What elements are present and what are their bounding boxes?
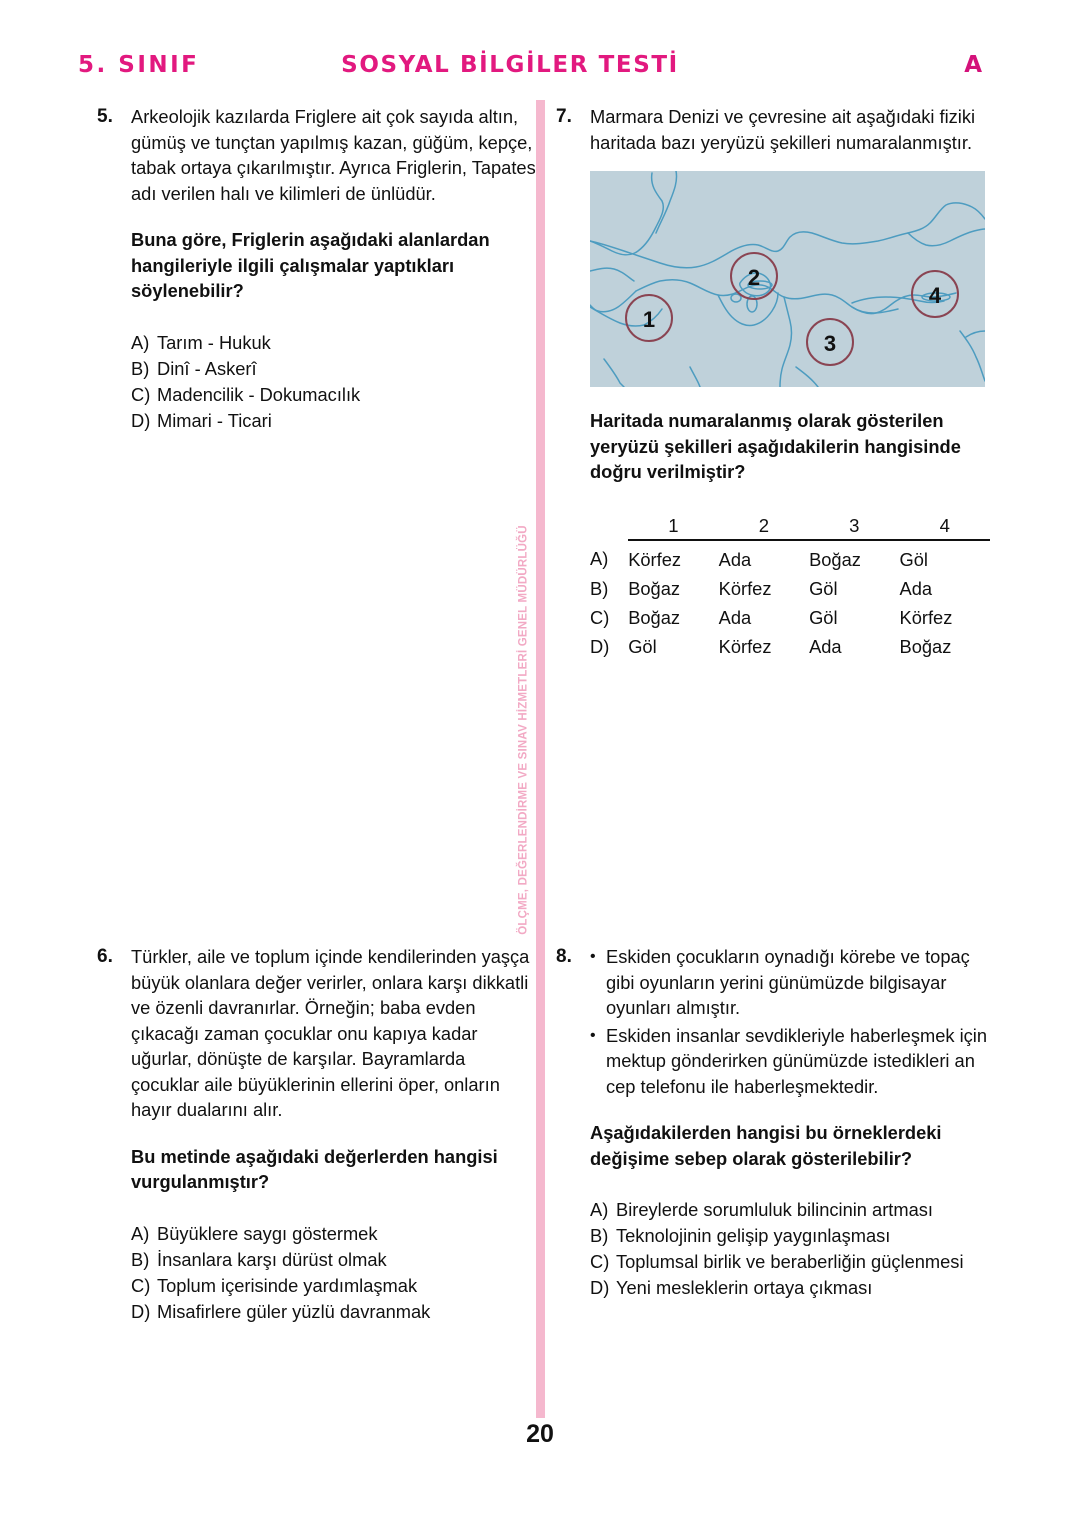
column-header-1: 1 xyxy=(628,515,718,540)
cell: Ada xyxy=(718,548,752,570)
page-header xyxy=(78,52,1002,86)
option-d[interactable] xyxy=(131,1299,537,1325)
option-b[interactable] xyxy=(131,356,537,382)
cell: Boğaz xyxy=(628,606,681,628)
cell: Ada xyxy=(899,577,933,599)
question-7 xyxy=(556,104,996,657)
grade-label: 5. SINIF xyxy=(78,52,200,78)
question-prompt: Haritada numaralanmış olarak gösterilen yeryüzü şekilleri aşağıdakilerin hangisinde doğru verilmiştir? xyxy=(590,410,961,482)
marker-3-label: 3 xyxy=(823,331,837,356)
cell: Körfez xyxy=(628,548,682,570)
option-text: Madencilik - Dokumacılık xyxy=(157,383,361,405)
bullet-list xyxy=(590,944,996,1099)
physical-map-image xyxy=(590,171,985,387)
option-c[interactable] xyxy=(131,1273,537,1299)
column-header-4: 4 xyxy=(900,515,991,540)
option-c[interactable] xyxy=(590,1249,996,1275)
options-list xyxy=(131,1221,537,1325)
column-header-3: 3 xyxy=(809,515,899,540)
options-list xyxy=(590,1197,996,1301)
question-number: 8. xyxy=(556,946,572,967)
option-letter: C) xyxy=(590,1251,610,1272)
test-title: SOSYAL BİLGİLER TESTİ xyxy=(341,52,679,78)
option-letter: B) xyxy=(131,1248,150,1270)
option-text: Dinî - Askerî xyxy=(157,357,257,379)
question-stem: Türkler, aile ve toplum içinde kendilerinden yaşça büyük olanlara değer verirler, onlara karşı dikkatli ve özenli davranırlar. Örneğin; baba evden çıkacağı zaman çocuklar onu kapıya kadar uğurlar, dönüşte de karşılar. Bayramlarda çocuklar aile büyüklerinin ellerini öper, onların hayır dualarını alır. xyxy=(131,946,530,1120)
table-row[interactable] xyxy=(590,599,990,628)
option-d[interactable] xyxy=(131,408,537,434)
question-stem: Marmara Denizi ve çevresine ait aşağıdaki fiziki haritada bazı yeryüzü şekilleri numaralanmıştır. xyxy=(590,106,976,153)
option-text: Toplum içerisinde yardımlaşmak xyxy=(157,1274,418,1296)
row-letter: C) xyxy=(590,606,610,628)
marker-4-label: 4 xyxy=(928,283,942,308)
option-a[interactable] xyxy=(590,1197,996,1223)
question-stem: Arkeolojik kazılarda Friglere ait çok sayıda altın, gümüş ve tunçtan yapılmış kazan, güğüm, kepçe, tabak ortaya çıkarılmıştır. Ayrıca Friglerin, Tapates adı verilen halı ve kilimleri de ünlüdür. xyxy=(131,106,536,204)
publisher-vertical-text: ÖLÇME, DEĞERLENDİRME VE SINAV HİZMETLERİ GENEL MÜDÜRLÜĞÜ xyxy=(518,525,530,935)
question-prompt: Buna göre, Friglerin aşağıdaki alanlardan hangileriyle ilgili çalışmalar yaptıkları söylenebilir? xyxy=(131,229,490,301)
question-5 xyxy=(97,104,537,434)
cell: Göl xyxy=(628,635,657,657)
table-row[interactable] xyxy=(590,540,990,570)
bullet-item xyxy=(590,1023,996,1100)
option-letter: A) xyxy=(590,1199,609,1220)
cell: Körfez xyxy=(899,606,953,628)
cell: Ada xyxy=(718,606,752,628)
option-text: Misafirlere güler yüzlü davranmak xyxy=(157,1300,431,1322)
page-number: 20 xyxy=(526,1420,554,1448)
column-header-2: 2 xyxy=(719,515,809,540)
cell: Boğaz xyxy=(628,577,681,599)
booklet-letter: A xyxy=(964,52,982,78)
table-row[interactable] xyxy=(590,628,990,657)
answer-matrix-table xyxy=(590,515,990,657)
option-a[interactable] xyxy=(131,1221,537,1247)
option-text: Toplumsal birlik ve beraberliğin güçlenmesi xyxy=(616,1251,964,1272)
option-b[interactable] xyxy=(590,1223,996,1249)
question-number: 7. xyxy=(556,106,572,127)
question-prompt: Aşağıdakilerden hangisi bu örneklerdeki değişime sebep olarak gösterilebilir? xyxy=(590,1122,942,1169)
publisher-vertical-label xyxy=(513,525,535,935)
option-letter: C) xyxy=(131,1274,151,1296)
question-number: 6. xyxy=(97,946,113,967)
header-blank xyxy=(590,515,628,540)
option-letter: C) xyxy=(131,383,151,405)
table-header-row xyxy=(590,515,990,540)
column-divider xyxy=(536,100,545,1418)
option-text: Bireylerde sorumluluk bilincinin artması xyxy=(616,1199,933,1220)
marker-2-label: 2 xyxy=(747,265,761,290)
option-letter: D) xyxy=(131,409,151,431)
marker-1-label: 1 xyxy=(642,307,656,332)
option-letter: D) xyxy=(590,1277,610,1298)
cell: Ada xyxy=(809,635,842,657)
bullet-text: Eskiden çocukların oynadığı körebe ve topaç gibi oyunların yerini günümüzde bilgisayar oyunları almıştır. xyxy=(606,946,970,1018)
map-svg xyxy=(590,171,985,387)
options-list xyxy=(131,330,537,434)
row-letter: B) xyxy=(590,577,609,599)
table-body xyxy=(590,540,990,657)
cell: Göl xyxy=(899,548,928,570)
bullet-text: Eskiden insanlar sevdikleriyle haberleşmek için mektup gönderirken günümüzde istedikleri an cep telefonu ile haberleşmektedir. xyxy=(606,1024,988,1097)
option-text: Yeni mesleklerin ortaya çıkması xyxy=(616,1277,873,1298)
option-text: Mimari - Ticari xyxy=(157,409,272,431)
option-b[interactable] xyxy=(131,1247,537,1273)
option-letter: B) xyxy=(131,357,150,379)
bullet-dot-icon: • xyxy=(590,1026,596,1044)
bullet-item xyxy=(590,944,996,1021)
cell: Göl xyxy=(809,606,838,628)
row-letter: D) xyxy=(590,635,610,657)
option-d[interactable] xyxy=(590,1275,996,1301)
row-letter: A) xyxy=(590,548,609,569)
question-8 xyxy=(556,944,996,1301)
cell: Körfez xyxy=(718,635,772,657)
cell: Körfez xyxy=(718,577,772,599)
option-letter: A) xyxy=(131,331,150,353)
option-text: Büyüklere saygı göstermek xyxy=(157,1222,378,1244)
question-prompt: Bu metinde aşağıdaki değerlerden hangisi vurgulanmıştır? xyxy=(131,1145,498,1192)
option-text: İnsanlara karşı dürüst olmak xyxy=(157,1248,387,1270)
table-head xyxy=(590,515,990,540)
option-c[interactable] xyxy=(131,382,537,408)
table-row[interactable] xyxy=(590,570,990,599)
cell: Boğaz xyxy=(809,548,861,570)
option-letter: B) xyxy=(590,1225,609,1246)
question-6 xyxy=(97,944,537,1325)
option-text: Tarım - Hukuk xyxy=(157,331,271,353)
option-letter: D) xyxy=(131,1300,151,1322)
cell: Boğaz xyxy=(899,635,952,657)
option-text: Teknolojinin gelişip yaygınlaşması xyxy=(616,1225,891,1246)
option-a[interactable] xyxy=(131,330,537,356)
bullet-dot-icon: • xyxy=(590,948,596,965)
question-number: 5. xyxy=(97,106,113,127)
cell: Göl xyxy=(809,577,838,599)
option-letter: A) xyxy=(131,1222,150,1244)
